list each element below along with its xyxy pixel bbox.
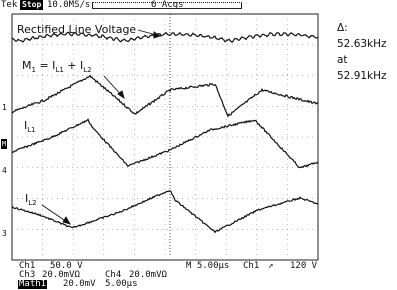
m1-sub: 1 xyxy=(31,66,36,74)
math1-time: 5.00µs xyxy=(105,279,138,289)
acquisition-count: 6 Acqs xyxy=(151,0,184,10)
m1-mid: = I xyxy=(35,59,56,72)
ch4-label: Ch4 xyxy=(105,270,122,280)
il2-arrowhead xyxy=(63,217,70,224)
run-state-badge: Stop xyxy=(22,0,42,9)
trigger-source: Ch1 xyxy=(243,261,260,271)
il1-trace xyxy=(12,119,318,167)
ch1-label: Ch1 xyxy=(19,261,36,271)
sample-rate: 10.0MS/s xyxy=(47,0,91,10)
m1-plus: + I xyxy=(63,59,84,72)
math1-scale: 20.0mV xyxy=(63,279,96,289)
rectified-arrowhead xyxy=(154,32,160,38)
cursor-frequency: at 52.91kHz xyxy=(337,54,387,82)
ch1-scale: 50.0 V xyxy=(50,261,83,271)
time-per-div: M 5.00µs xyxy=(186,261,230,271)
math-m1-trace xyxy=(12,76,318,117)
il1-sub: L1 xyxy=(27,126,36,134)
ch3-ground-marker: 3 xyxy=(2,229,7,238)
trigger-position-bracket xyxy=(92,2,242,9)
il2-sub: L2 xyxy=(28,199,37,207)
ch3-label: Ch3 xyxy=(19,270,36,280)
m1-sub-l2: L2 xyxy=(83,66,92,74)
il1-prefix: I xyxy=(24,119,28,132)
rectified-label-text: Rectified Line Voltage xyxy=(17,23,137,36)
cursor-measurement xyxy=(337,20,397,84)
status-bar xyxy=(0,0,397,12)
trigger-level: 120 V xyxy=(290,261,318,271)
il1-label xyxy=(24,120,36,133)
rectified-label xyxy=(17,24,136,36)
m1-prefix: M xyxy=(22,59,32,72)
graticule-grid xyxy=(12,14,318,260)
m1-sub-l1: L1 xyxy=(55,66,64,74)
ch4-scale: 20.0mVΩ xyxy=(129,270,167,280)
ch3-scale: 20.0mVΩ xyxy=(42,270,80,280)
trigger-slope-icon: ↗ xyxy=(268,261,274,271)
il2-prefix: I xyxy=(25,192,29,205)
ch1-ground-marker: 1 xyxy=(2,103,7,112)
brand-label: Tek xyxy=(1,0,18,10)
m1-label xyxy=(22,60,92,73)
math1-label: Math1 xyxy=(19,279,47,289)
math-ground-marker: M xyxy=(2,140,7,148)
il2-label xyxy=(25,193,37,206)
ch4-ground-marker: 4 xyxy=(2,166,7,175)
il2-trace xyxy=(12,191,318,233)
scale-readout xyxy=(0,262,397,290)
delta-frequency: Δ: 52.63kHz xyxy=(337,22,387,50)
